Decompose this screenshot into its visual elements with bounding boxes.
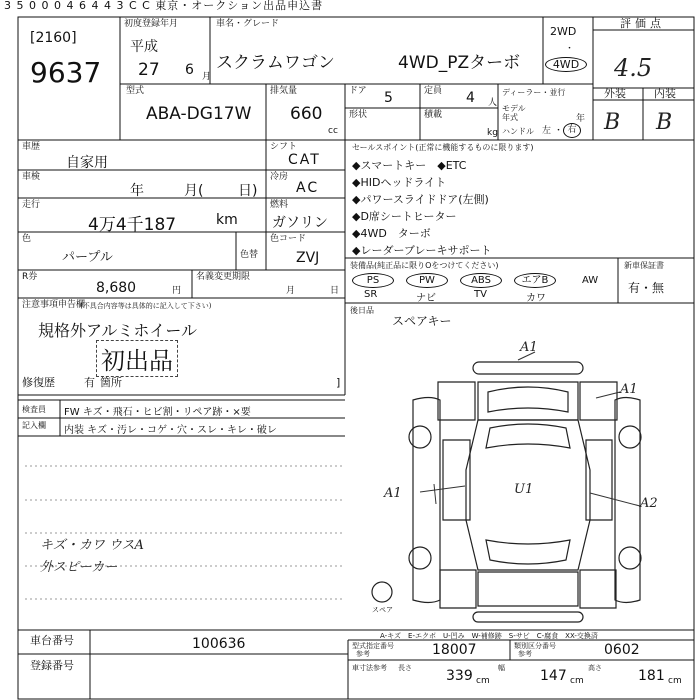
ac-label: 冷房 (270, 172, 289, 182)
repair-value: 有 (84, 376, 95, 389)
color-code-label: 色コード (270, 234, 307, 244)
usage-label: 車歴 (22, 142, 41, 152)
equip-airbag: エアB (514, 273, 556, 288)
height-unit: cm (668, 676, 682, 686)
era: 平成 (130, 39, 158, 55)
reg-month: 6 (185, 62, 194, 78)
displacement: 660 (290, 104, 323, 124)
aftermarket-label: 後日品 (350, 306, 374, 315)
first-listing-stamp: 初出品 (96, 340, 178, 377)
height-value: 181 (638, 668, 665, 684)
usage: 自家用 (66, 155, 108, 171)
width-label: 幅 (498, 664, 505, 672)
mileage-label: 走行 (22, 200, 41, 210)
inspection-month: 月( (184, 183, 204, 199)
interior-label: 内装 (654, 87, 676, 100)
chassis-number: 100636 (192, 636, 246, 652)
inspector-label-1: 検査員 (22, 405, 46, 414)
selling-point-item: ◆パワースライドドア(左側) (352, 193, 489, 206)
width-unit: cm (570, 676, 584, 686)
inspector-fw-row: FW キズ・飛石・ヒビ割・リペア跡・×要 (64, 407, 251, 418)
damage-mark-top: A1 (520, 340, 538, 355)
selling-points-list (352, 157, 491, 259)
length-unit: cm (476, 676, 490, 686)
notes-sub-label: (不具合内容等は具体的に記入して下さい) (80, 302, 212, 310)
lot-number: 9637 (30, 56, 102, 89)
grade: 4WD_PZターボ (398, 53, 521, 73)
color: パープル (62, 250, 113, 265)
damage-mark-left: A1 (384, 486, 402, 501)
selling-point-item: ◆レーダーブレーキサポート (352, 244, 492, 257)
model-spec-label: 型式指定番号 (352, 642, 394, 650)
mileage: 4万4千187 (88, 215, 177, 235)
inspection-day: 日) (238, 183, 258, 199)
reg-label: 登録番号 (30, 659, 74, 672)
color-label: 色 (22, 234, 32, 244)
model: ABA-DG17W (146, 104, 252, 124)
exterior-grade: B (604, 110, 621, 135)
exterior-label: 外装 (604, 87, 626, 100)
person-unit: 人 (488, 98, 498, 108)
selling-points-title: セールスポイント(正常に機能するものに限ります) (352, 143, 534, 152)
inspection-label: 車検 (22, 172, 41, 182)
spare-label: スペア (372, 606, 393, 614)
interior-grade: B (656, 110, 673, 135)
equip-leather: カワ (526, 293, 546, 304)
warranty-value: 有・無 (628, 281, 665, 295)
dealer-label: ディーラー・並行 (502, 88, 566, 97)
shift-label: シフト (270, 142, 298, 152)
selling-point-item: ◆D席シートヒーター (352, 210, 457, 223)
model-year-unit: 年 (576, 114, 586, 124)
selling-point-item: ◆HIDヘッドライト (352, 176, 447, 189)
class-label: 類別区分番号 (514, 642, 556, 650)
damage-legend: A-キズ E-エクボ U-凹み W-補修跡 S-サビ C-腐食 XX-交換済 (380, 632, 598, 640)
doors: 5 (384, 90, 393, 106)
length-value: 339 (446, 668, 473, 684)
handwritten-note-2: 外スピーカー (40, 560, 118, 575)
drive-4wd: 4WD (545, 57, 587, 72)
color-code: ZVJ (296, 250, 320, 266)
damage-mark-roof: U1 (514, 482, 534, 497)
handle-dot: ・ (554, 126, 564, 136)
top-strip: 3 5 0 0 0 4 6 4 4 3 C C 東京・オークション出品申込書 (4, 0, 324, 12)
car-name: スクラムワゴン (216, 53, 335, 73)
drive-dot: ・ (565, 44, 575, 54)
equip-aw: AW (582, 275, 599, 286)
chassis-label: 車台番号 (30, 634, 74, 647)
class-sub: 参考 (518, 650, 532, 658)
model-spec-number: 18007 (432, 642, 477, 658)
reg-month-unit: 月 (202, 72, 212, 82)
capacity-label: 定員 (424, 86, 443, 96)
fuel-label: 燃料 (270, 200, 289, 210)
model-spec-sub: 参考 (356, 650, 370, 658)
transfer-label: 名義変更期限 (196, 272, 251, 282)
shift: CAT (288, 152, 321, 168)
equip-abs: ABS (460, 273, 502, 288)
capacity: 4 (466, 90, 475, 106)
aftermarket-value: スペアキー (392, 314, 452, 328)
length-label: 長さ (398, 664, 412, 672)
handwritten-note-1: キズ・カワ ウスA (40, 538, 144, 553)
km-unit: km (216, 212, 238, 228)
shape-label: 形状 (349, 110, 368, 120)
model-label: 型式 (126, 86, 145, 96)
height-label: 高さ (588, 664, 602, 672)
handle-left: 左 (542, 126, 552, 136)
displacement-label: 排気量 (270, 86, 298, 96)
fuel: ガソリン (272, 215, 328, 231)
repair-suffix: 箇所 (100, 376, 122, 389)
equip-sr: SR (364, 289, 378, 300)
repair-label: 修復歴 (22, 376, 55, 389)
equip-tv: TV (474, 289, 487, 300)
score-value: 4.5 (614, 54, 653, 82)
transfer-month: 月 (286, 286, 296, 296)
ac: AC (296, 180, 320, 196)
dims-label: 車寸法参考 (352, 664, 387, 672)
lot-code: [2160] (30, 30, 77, 46)
car-diagram (372, 362, 641, 622)
transfer-day: 日 (330, 286, 340, 296)
recycle-label: R券 (22, 272, 38, 282)
drive-2wd: 2WD (550, 25, 577, 38)
first-reg-label: 初度登録年月 (124, 19, 179, 29)
doors-label: ドア (349, 86, 367, 96)
reg-year: 27 (138, 60, 160, 80)
notes-label: 注意事項申告欄 (22, 300, 86, 310)
inspector-label-2: 記入欄 (22, 421, 46, 430)
notes-line-1: 規格外アルミホイール (38, 321, 198, 340)
equipment-title: 装備品(純正品に限りOをつけてください) (350, 261, 499, 270)
warranty-label: 新車保証書 (624, 261, 664, 270)
damage-mark-right: A2 (640, 496, 658, 511)
inspector-interior-row: 内装 キズ・汚レ・コゲ・穴・スレ・キレ・破レ (64, 425, 277, 436)
selling-point-item: ◆スマートキー ◆ETC (352, 159, 467, 172)
equip-pw: PW (406, 273, 448, 288)
load-label: 積載 (424, 110, 443, 120)
handle-right: 右 (563, 123, 581, 138)
selling-point-item: ◆4WD ターボ (352, 227, 431, 240)
recycle: 8,680 (96, 280, 137, 296)
name-grade-label: 車名・グレード (216, 19, 280, 29)
width-value: 147 (540, 668, 567, 684)
damage-mark-right-front: A1 (620, 382, 638, 397)
cc-unit: cc (328, 126, 338, 136)
class-number: 0602 (604, 642, 640, 658)
handle-label: ハンドル (502, 127, 534, 136)
equip-ps: PS (352, 273, 394, 288)
color-change-label: 色替 (240, 250, 259, 260)
model-year-label: モデル年式 (502, 104, 526, 122)
inspection-year: 年 (130, 183, 144, 199)
yen-unit: 円 (172, 286, 182, 296)
repair-bracket: ] (336, 376, 341, 389)
kg-unit: kg (487, 128, 498, 138)
score-label: 評価点 (620, 17, 665, 30)
equip-navi: ナビ (416, 293, 436, 304)
